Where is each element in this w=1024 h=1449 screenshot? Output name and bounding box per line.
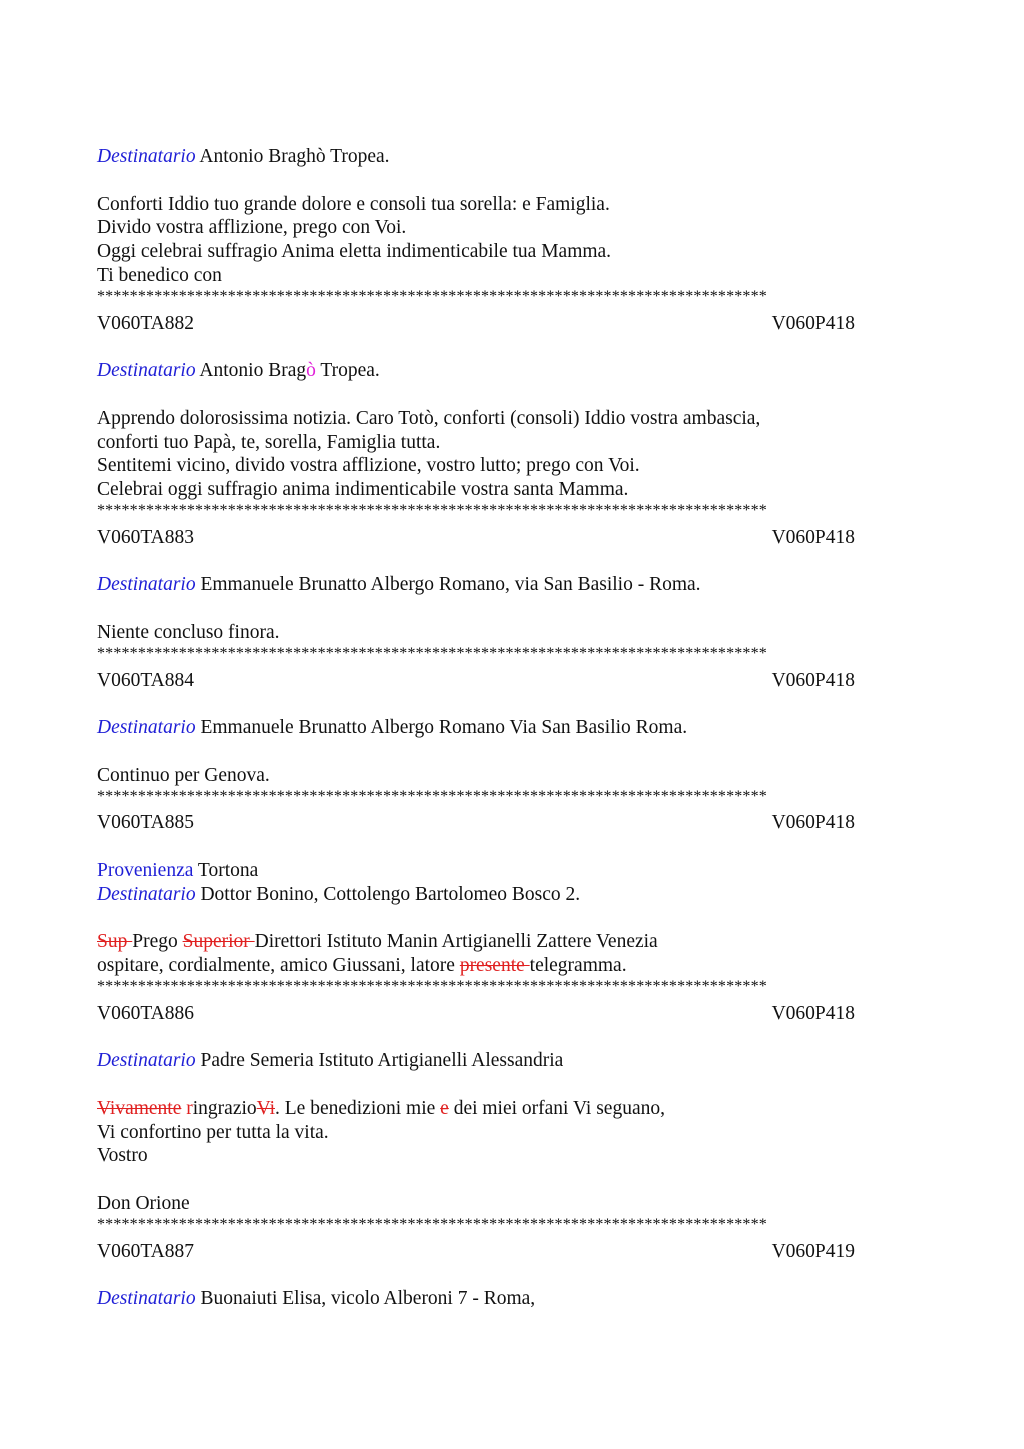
highlighted-char: ò [306, 360, 316, 382]
separator: ********************************************************************************** [97, 1215, 767, 1233]
telegram-code: V060TA886 [97, 1002, 195, 1024]
origin-line [97, 859, 927, 883]
body-line: Vi confortino per tutta la vita. [97, 1121, 329, 1143]
separator: ********************************************************************************** [97, 787, 767, 805]
deleted-text: e [440, 1097, 449, 1119]
reference-line [97, 669, 855, 693]
body-line: Sentitemi vicino, divido vostra afflizione, vostro lutto; prego con Voi. [97, 455, 640, 477]
body-line: Conforti Iddio tuo grande dolore e consoli tua sorella: e Famiglia. [97, 193, 610, 215]
origin-label: Provenienza [97, 859, 194, 881]
reference-line [97, 1240, 855, 1264]
body-line: Divido vostra afflizione, prego con Voi. [97, 217, 407, 239]
deleted-text: Vivamente [97, 1097, 182, 1119]
recipient-line [97, 716, 927, 740]
deleted-text: Superior [182, 931, 255, 953]
recipient-label: Destinatario [97, 360, 196, 382]
separator: ********************************************************************************** [97, 644, 767, 662]
recipient-line [97, 1049, 927, 1073]
origin-text: Tortona [197, 859, 259, 881]
recipient-text: Dottor Bonino, Cottolengo Bartolomeo Bosco 2. [200, 883, 581, 905]
body-line [97, 1097, 927, 1121]
body-line: Oggi celebrai suffragio Anima eletta indimenticabile tua Mamma. [97, 241, 612, 263]
body-text: . Le benedizioni mie [275, 1097, 441, 1119]
telegram-code: V060TA884 [97, 669, 195, 691]
recipient-text-a: Antonio Brag [199, 360, 307, 382]
deleted-text: Sup [97, 931, 133, 953]
recipient-line [97, 1287, 927, 1311]
body-line: Vostro [97, 1145, 148, 1167]
body-line [97, 930, 927, 954]
body-text: Prego [132, 931, 183, 953]
recipient-line [97, 359, 927, 383]
page-code: V060P418 [771, 812, 855, 834]
recipient-label: Destinatario [97, 146, 196, 167]
recipient-line [97, 145, 927, 169]
recipient-text: Padre Semeria Istituto Artigianelli Alessandria [200, 1050, 564, 1072]
recipient-label: Destinatario [97, 574, 196, 596]
page-code: V060P418 [771, 526, 855, 548]
body-text: Direttori Istituto Manin Artigianelli Zattere Venezia [254, 931, 658, 953]
page-code: V060P418 [771, 312, 855, 334]
reference-line [97, 312, 855, 336]
body-line: conforti tuo Papà, te, sorella, Famiglia tutta. [97, 431, 441, 453]
recipient-text: Emmanuele Brunatto Albergo Romano Via San Basilio Roma. [200, 717, 688, 739]
recipient-line [97, 883, 927, 907]
recipient-label: Destinatario [97, 1288, 196, 1310]
page-code: V060P418 [771, 1002, 855, 1024]
recipient-text: Emmanuele Brunatto Albergo Romano, via San Basilio - Roma. [200, 574, 701, 596]
reference-line [97, 526, 855, 550]
inserted-text: r [186, 1097, 193, 1119]
body-line [97, 954, 927, 978]
telegram-code: V060TA887 [97, 1240, 195, 1262]
recipient-text-b: Tropea. [315, 360, 380, 382]
document-page [97, 145, 927, 1311]
recipient-label: Destinatario [97, 1050, 196, 1072]
separator: ********************************************************************************** [97, 287, 767, 305]
separator: ********************************************************************************** [97, 977, 767, 995]
recipient-text: Antonio Braghò Tropea. [199, 146, 390, 167]
body-text: dei miei orfani Vi seguano, [448, 1097, 665, 1119]
body-text: telegramma. [529, 955, 627, 977]
page-code: V060P419 [771, 1240, 855, 1262]
signature: Don Orione [97, 1193, 190, 1215]
recipient-label: Destinatario [97, 883, 196, 905]
separator: ********************************************************************************** [97, 501, 767, 519]
telegram-code: V060TA882 [97, 312, 195, 334]
body-text: ingrazio [192, 1097, 257, 1119]
telegram-code: V060TA885 [97, 812, 195, 834]
recipient-text: Buonaiuti Elisa, vicolo Alberoni 7 - Roma, [200, 1288, 536, 1310]
telegram-code: V060TA883 [97, 526, 195, 548]
reference-line [97, 811, 855, 835]
page-code: V060P418 [771, 669, 855, 691]
deleted-text: presente [459, 955, 530, 977]
body-line: Niente concluso finora. [97, 621, 280, 643]
recipient-line [97, 573, 927, 597]
body-line: Celebrai oggi suffragio anima indimenticabile vostra santa Mamma. [97, 479, 629, 501]
body-text: ospitare, cordialmente, amico Giussani, latore [97, 955, 460, 977]
body-line: Continuo per Genova. [97, 764, 270, 786]
recipient-label: Destinatario [97, 717, 196, 739]
reference-line [97, 1002, 855, 1026]
body-line: Ti benedico con [97, 264, 222, 286]
body-line: Apprendo dolorosissima notizia. Caro Totò, conforti (consoli) Iddio vostra ambascia, [97, 407, 761, 429]
deleted-text: Vi [256, 1097, 275, 1119]
